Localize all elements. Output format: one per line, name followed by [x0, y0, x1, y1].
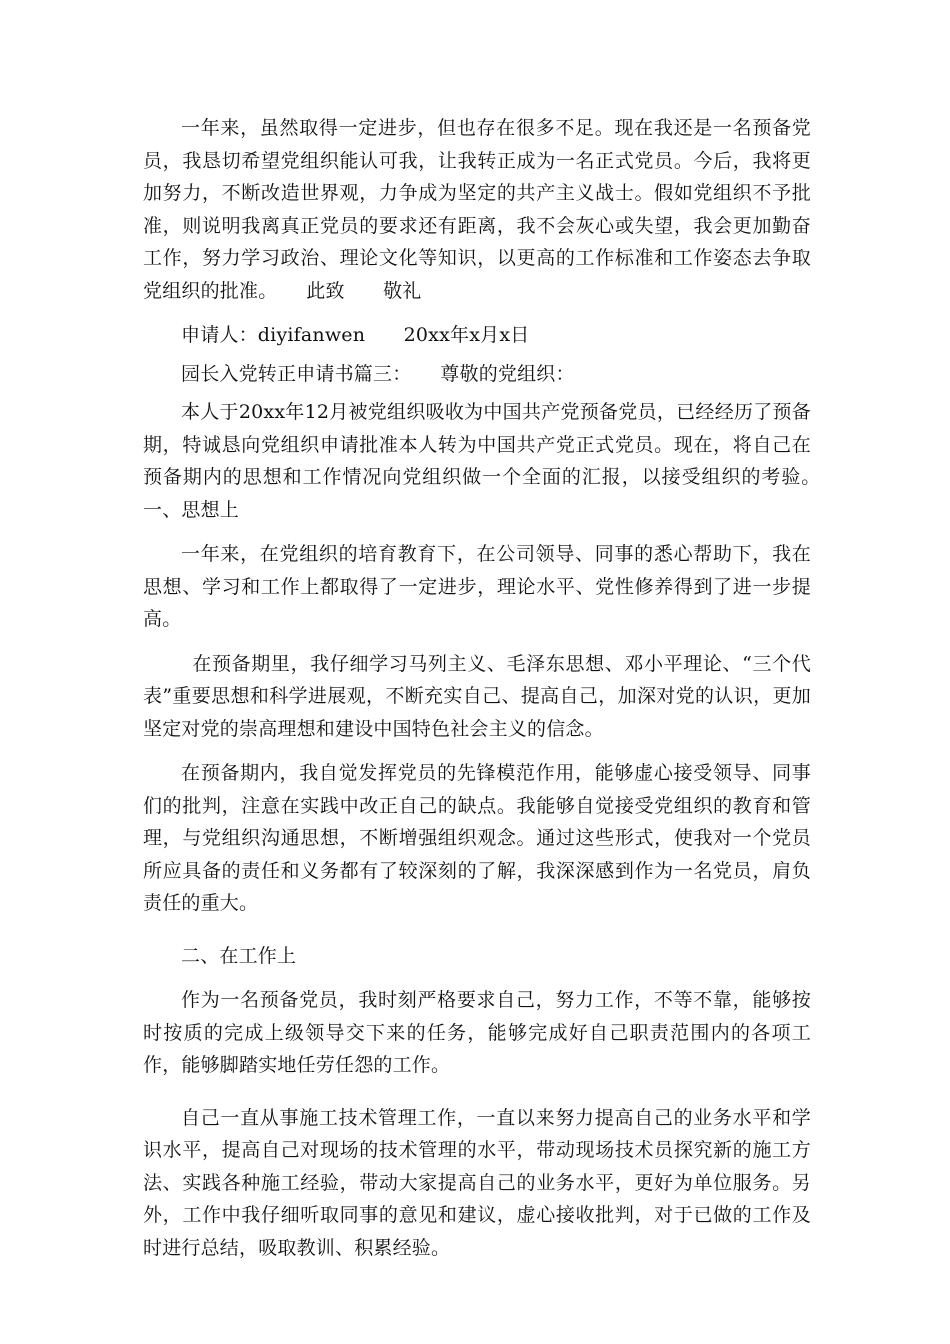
paragraph-thought-progress: 一年来，在党组织的培育教育下，在公司领导、同事的悉心帮助下，我在思想、学习和工作上都取得了一定进步，理论水平、党性修养得到了进一步提高。 [143, 543, 811, 630]
paragraph-applicant-signature: 申请人：diyifanwen 20xx年x月x日 [181, 324, 530, 346]
paragraph-study-theory: 在预备期里，我仔细学习马列主义、毛泽东思想、邓小平理论、“三个代表”重要思想和科学进展观，不断充实自己、提高自己，加深对党的认识，更加坚定对党的崇高理想和建设中国特色社会主义的信念。 [143, 652, 811, 740]
paragraph-work-attitude: 作为一名预备党员，我时刻严格要求自己，努力工作，不等不靠，能够按时按质的完成上级领导交下来的任务，能够完成好自己职责范围内的各项工作，能够脚踏实地任劳任怨的工作。 [143, 989, 811, 1076]
paragraph-technical-management: 自己一直从事施工技术管理工作，一直以来努力提高自己的业务水平和学识水平，提高自己对现场的技术管理的水平，带动现场技术员探究新的施工方法、实践各种施工经验，带动大家提高自己的业务水平，更好为单位服务。另外，工作中我仔细听取同事的意见和建议，虚心接收批判，对于已做的工作及时进行总结，吸取教训、积累经验。 [143, 1106, 811, 1259]
paragraph-section-three-heading: 园长入党转正申请书篇三： 尊敬的党组织： [181, 362, 575, 385]
paragraph-application-intro: 本人于20xx年12月被党组织吸收为中国共产党预备党员，已经经历了预备期，特诚恳向党组织申请批准本人转为中国共产党正式党员。现在，将自己在预备期内的思想和工作情况向党组织做一个全面的汇报，以接受组织的考验。 一、思想上 [143, 401, 850, 521]
paragraph-vanguard-role: 在预备期内，我自觉发挥党员的先锋模范作用，能够虚心接受领导、同事们的批判，注意在实践中改正自己的缺点。我能够自觉接受党组织的教育和管理，与党组织沟通思想，不断增强组织观念。通过这些形式，使我对一个党员所应具备的责任和义务都有了较深刻的了解，我深深感到作为一名党员，肩负责任的重大。 [143, 762, 811, 914]
document-body [143, 112, 850, 1264]
paragraph-closing-remarks: 一年来，虽然取得一定进步，但也存在很多不足。现在我还是一名预备党员，我恳切希望党组织能认可我，让我转正成为一名正式党员。今后，我将更加努力，不断改造世界观，力争成为坚定的共产主义战士。假如党组织不予批准，则说明我离真正党员的要求还有距离，我不会灰心或失望，我会更加勤奋工作，努力学习政治、理论文化等知识，以更高的工作标准和工作姿态去争取党组织的批准。 此致 敬礼 [143, 117, 811, 302]
paragraph-work-heading: 二、在工作上 [181, 944, 297, 967]
